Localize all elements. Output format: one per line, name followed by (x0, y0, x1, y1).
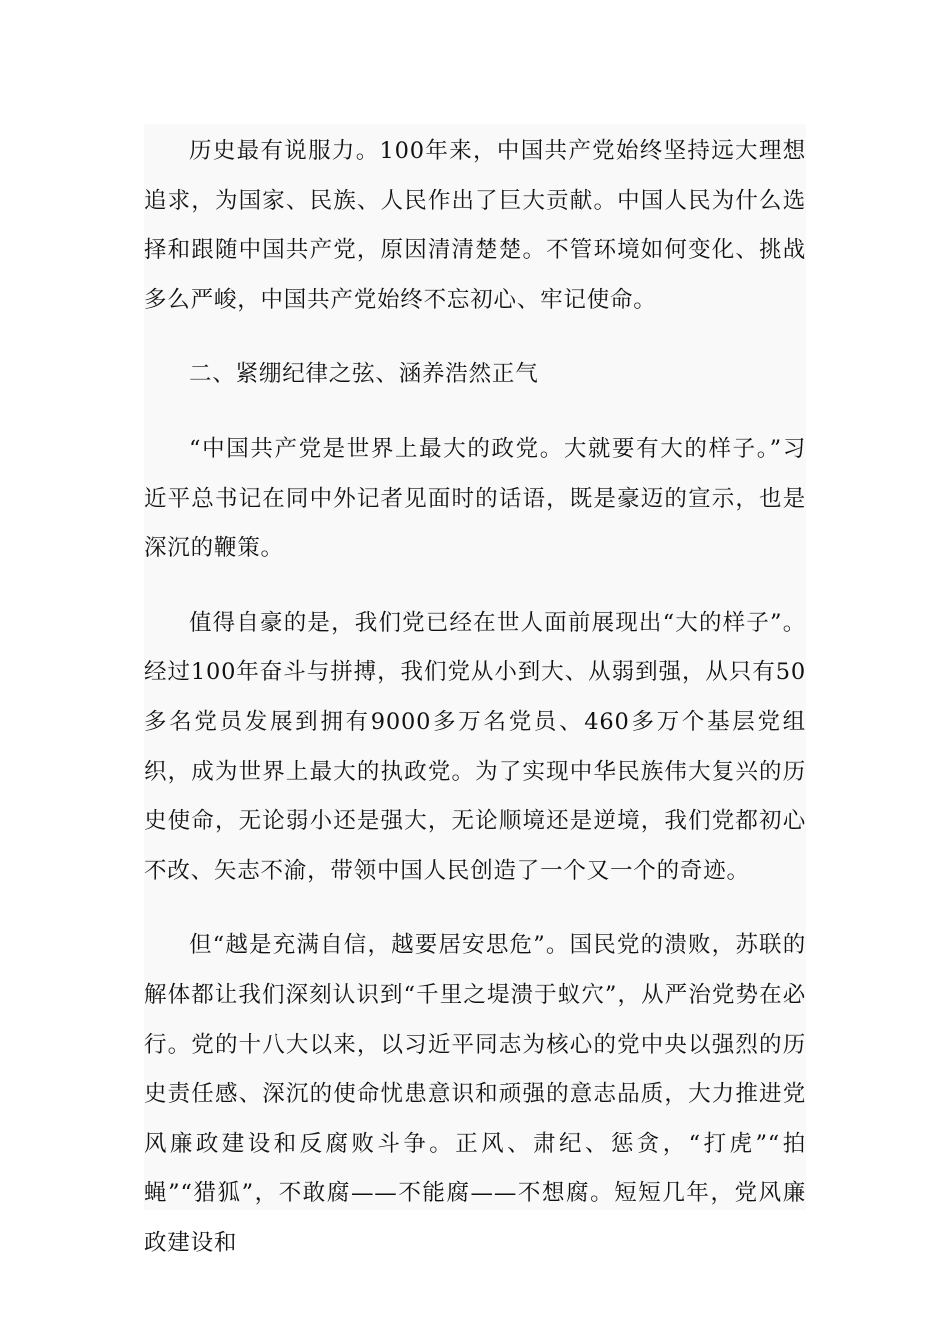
paragraph-1: 历史最有说服力。100年来，中国共产党始终坚持远大理想追求，为国家、民族、人民作出了巨大贡献。中国人民为什么选择和跟随中国共产党，原因清清楚楚。不管环境如何变化、挑战多么严峻，中国共产党始终不忘初心、牢记使命。 (144, 138, 806, 313)
paragraph-2: “中国共产党是世界上最大的政党。大就要有大的样子。”习近平总书记在同中外记者见面时的话语，既是豪迈的宣示，也是深沉的鞭策。 (144, 435, 806, 562)
paragraph-4: 但“越是充满自信，越要居安思危”。国民党的溃败，苏联的解体都让我们深刻认识到“千里之堤溃于蚁穴”，从严治党势在必行。党的十八大以来，以习近平同志为核心的党中央以强烈的历史责任感、深沉的使命忧患意识和顽强的意志品质，大力推进党风廉政建设和反腐败斗争。正风、肃纪、惩贪，“打虎”“拍蝇”“猎狐”，不敢腐——不能腐——不想腐。短短几年，党风廉政建设和 (144, 932, 806, 1256)
document-body (144, 127, 806, 1293)
section-heading: 二、紧绷纪律之弦、涵养浩然正气 (189, 361, 539, 388)
paragraph-3: 值得自豪的是，我们党已经在世人面前展现出“大的样子”。经过100年奋斗与拼搏，我们党从小到大、从弱到强，从只有50多名党员发展到拥有9000多万名党员、460多万个基层党组织，成为世界上最大的执政党。为了实现中华民族伟大复兴的历史使命，无论弱小还是强大，无论顺境还是逆境，我们党都初心不改、矢志不渝，带领中国人民创造了一个又一个的奇迹。 (144, 609, 806, 884)
